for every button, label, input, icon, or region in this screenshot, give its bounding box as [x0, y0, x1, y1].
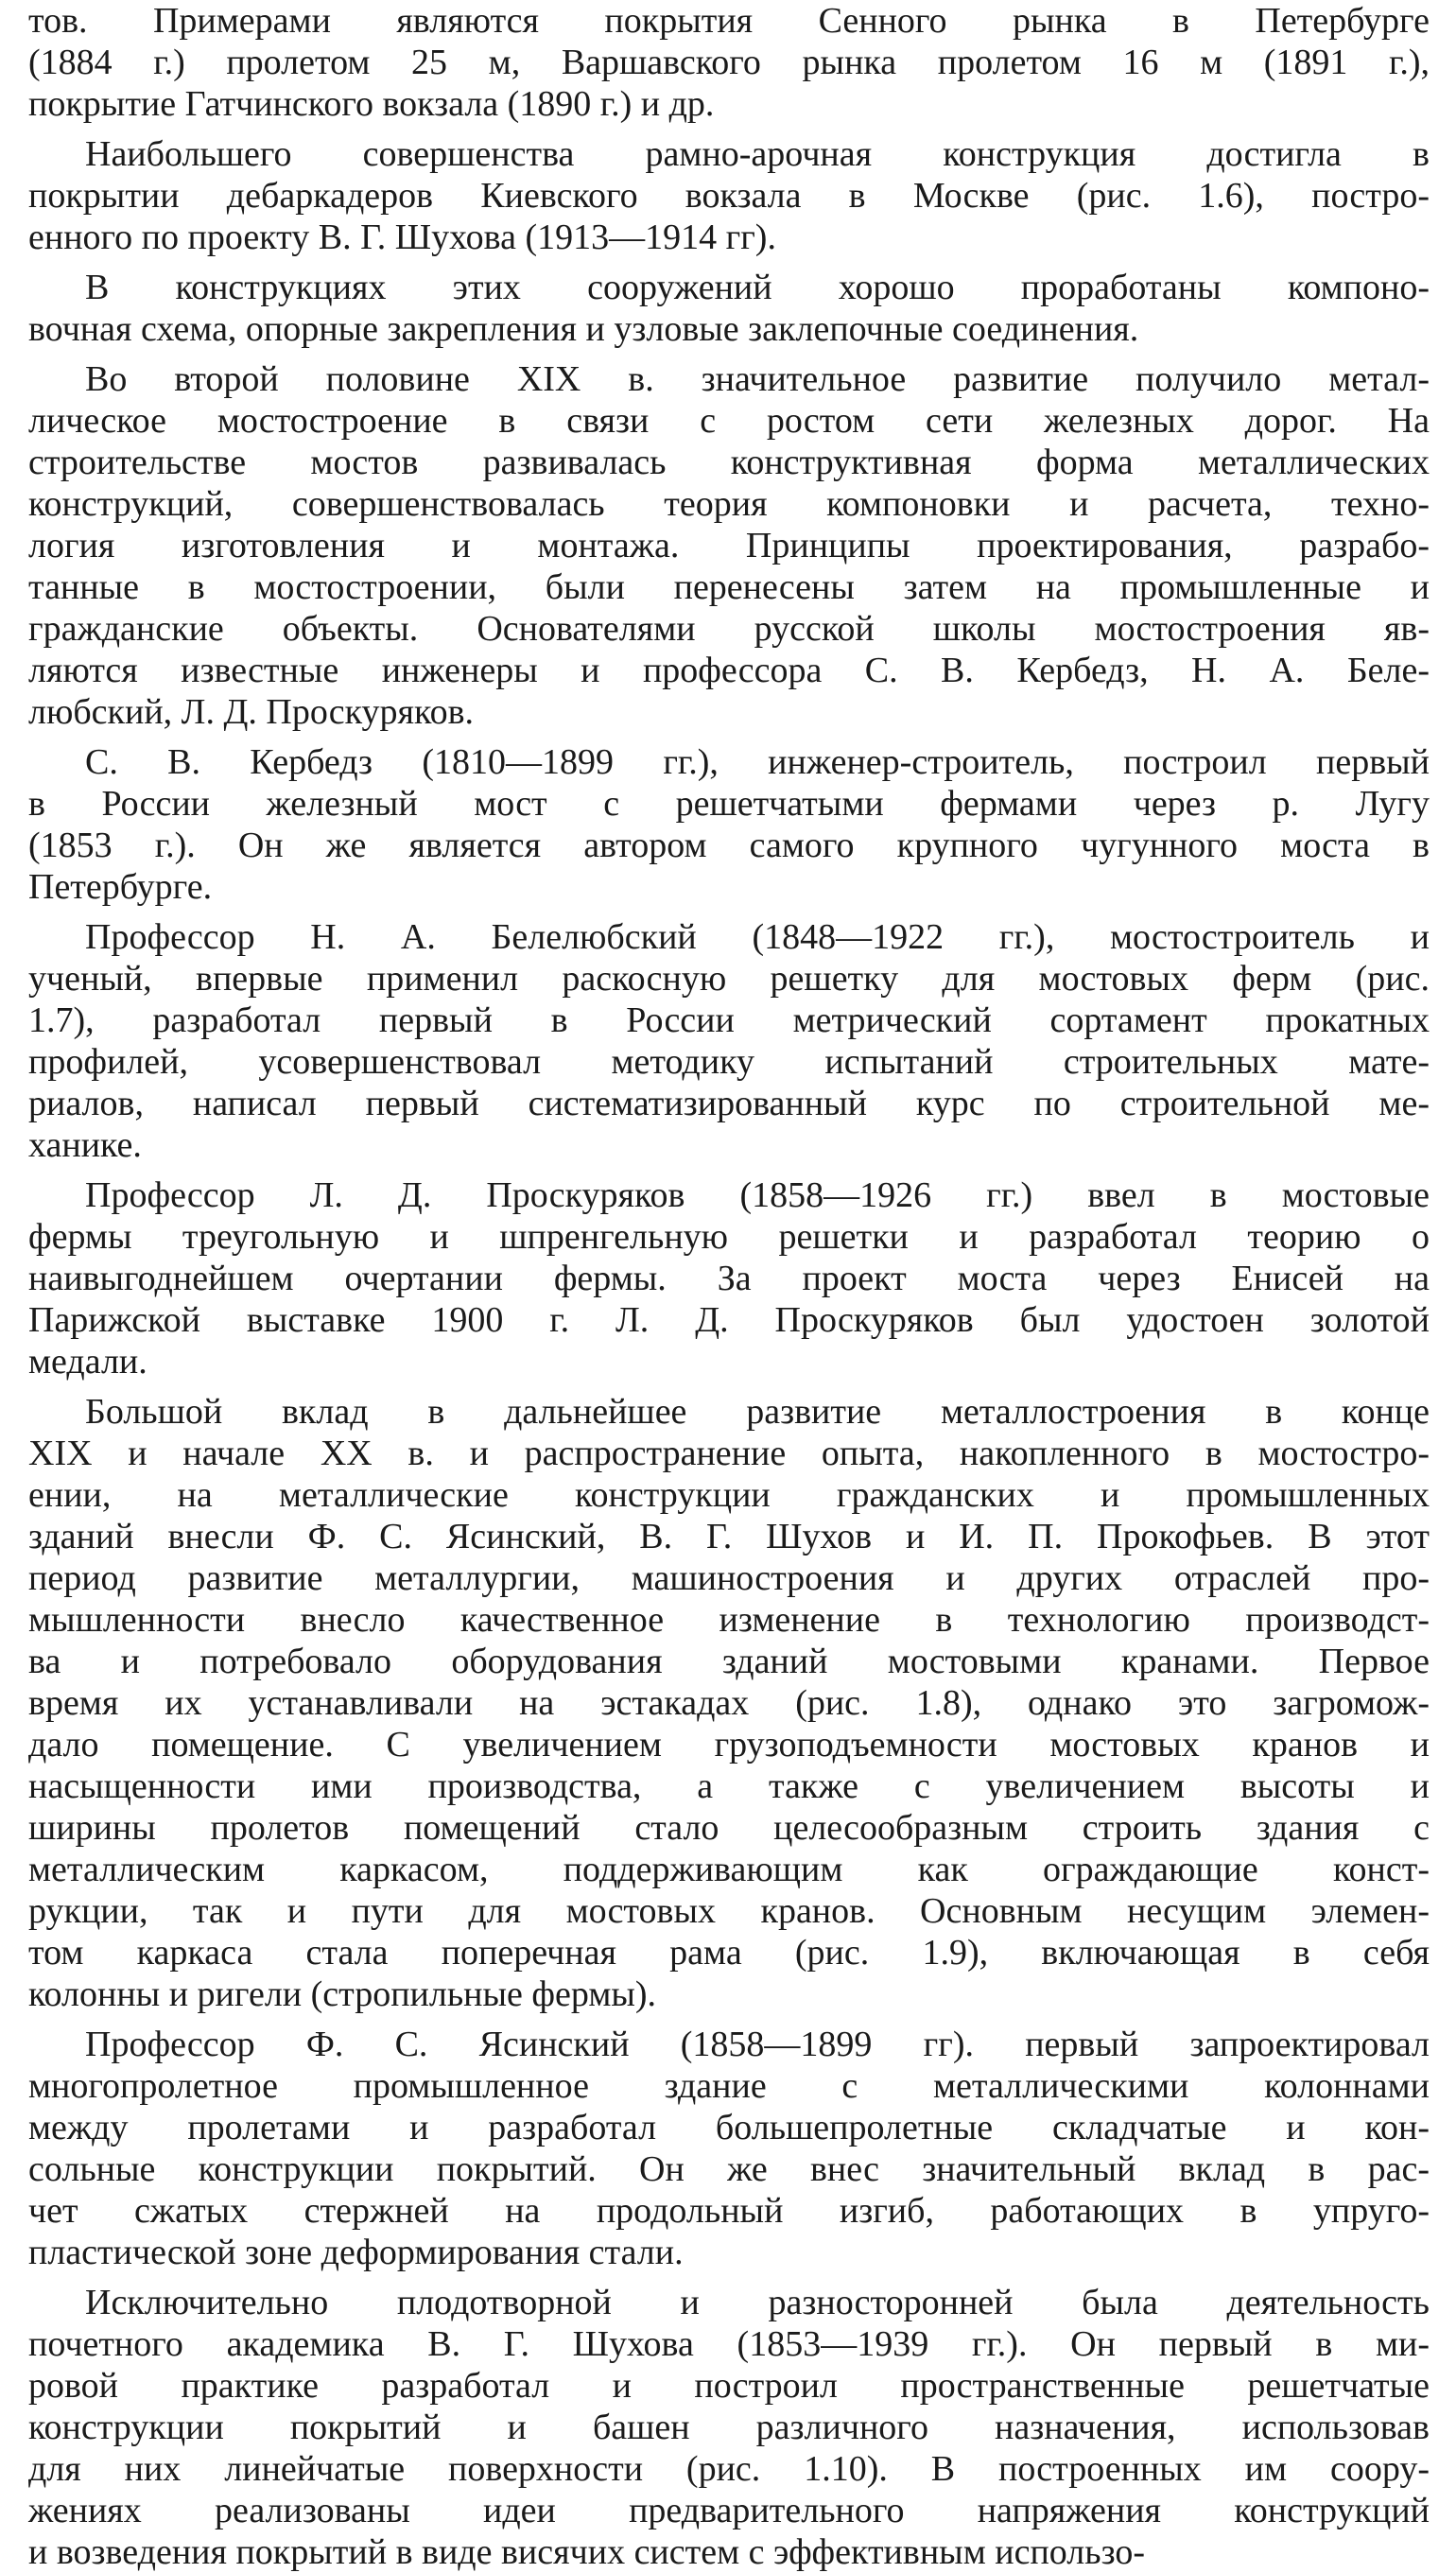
text-line: ва и потребовало оборудования зданий мостовыми кранами. Первое [28, 1642, 1430, 1681]
text-line: Профессор Н. А. Белелюбский (1848—1922 гг.), мостостроитель и [85, 917, 1430, 957]
paragraph [28, 0, 1430, 125]
text-line: зданий внесли Ф. С. Ясинский, В. Г. Шухов и И. П. Прокофьев. В этот [28, 1517, 1430, 1556]
text-line: Большой вклад в дальнейшее развитие металлостроения в конце [85, 1392, 1430, 1432]
text-line: Во второй половине XIX в. значительное развитие получило метал- [85, 359, 1430, 399]
paragraph [28, 741, 1430, 908]
paragraph [28, 133, 1430, 258]
text-line: мышленности внесло качественное изменение в технологию производст- [28, 1600, 1430, 1640]
text-line: рукции, так и пути для мостовых кранов. Основным несущим элемен- [28, 1891, 1430, 1931]
text-line: гражданские объекты. Основателями русской школы мостостроения яв- [28, 609, 1430, 649]
text-line: дало помещение. С увеличением грузоподъемности мостовых кранов и [28, 1725, 1430, 1765]
text-line: почетного академика В. Г. Шухова (1853—1939 гг.). Он первый в ми- [28, 2324, 1430, 2364]
text-line: фермы треугольную и шпренгельную решетки и разработал теорию о [28, 1217, 1430, 1257]
text-line: ении, на металлические конструкции гражданских и промышленных [28, 1475, 1430, 1515]
text-line: любский, Л. Д. Проскуряков. [28, 692, 475, 732]
text-line: Исключительно плодотворной и разносторонней была деятельность [85, 2283, 1430, 2322]
text-line: многопролетное промышленное здание с металлическими колоннами [28, 2066, 1430, 2106]
text-line: ширины пролетов помещений стало целесообразным строить здания с [28, 1808, 1430, 1848]
document-page [28, 0, 1430, 2572]
text-line: насыщенности ими производства, а также с увеличением высоты и [28, 1766, 1430, 1806]
paragraph [28, 916, 1430, 1166]
text-line: В конструкциях этих сооружений хорошо проработаны компоно- [85, 268, 1430, 307]
text-line: чет сжатых стержней на продольный изгиб, работающих в упруго- [28, 2191, 1430, 2231]
text-line: XIX и начале XX в. и распространение опыта, накопленного в мостостро- [28, 1434, 1430, 1473]
text-line: пластической зоне деформирования стали. [28, 2233, 684, 2272]
text-line: и возведения покрытий в виде висячих систем с эффективным использо- [28, 2532, 1146, 2572]
text-line: профилей, усовершенствовал методику испытаний строительных мате- [28, 1042, 1430, 1082]
text-line: для них линейчатые поверхности (рис. 1.10). В построенных им соору- [28, 2449, 1430, 2489]
text-line: лическое мостостроение в связи с ростом сети железных дорог. На [28, 401, 1430, 441]
text-line: жениях реализованы идеи предварительного напряжения конструкций [28, 2491, 1430, 2530]
text-line: колонны и ригели (стропильные фермы). [28, 1974, 657, 2014]
text-line: ляются известные инженеры и профессора С. В. Кербедз, Н. А. Беле- [28, 651, 1430, 690]
paragraph [28, 2282, 1430, 2573]
text-line: вочная схема, опорные закрепления и узловые заклепочные соединения. [28, 309, 1139, 349]
paragraph [28, 1174, 1430, 1382]
text-line: С. В. Кербедз (1810—1899 гг.), инженер-строитель, построил первый [85, 742, 1430, 782]
text-line: строительстве мостов развивалась конструктивная форма металлических [28, 443, 1430, 482]
text-line: риалов, написал первый систематизированный курс по строительной ме- [28, 1084, 1430, 1123]
text-line: Профессор Л. Д. Проскуряков (1858—1926 гг.) ввел в мостовые [85, 1175, 1430, 1215]
text-line: (1884 г.) пролетом 25 м, Варшавского рынка пролетом 16 м (1891 г.), [28, 43, 1430, 82]
text-line: сольные конструкции покрытий. Он же внес значительный вклад в рас- [28, 2149, 1430, 2189]
paragraph [28, 1391, 1430, 2015]
text-line: металлическим каркасом, поддерживающим как ограждающие конст- [28, 1850, 1430, 1889]
text-line: конструкции покрытий и башен различного назначения, использовав [28, 2408, 1430, 2447]
text-line: наивыгоднейшем очертании фермы. За проект моста через Енисей на [28, 1259, 1430, 1298]
text-line: тов. Примерами являются покрытия Сенного рынка в Петербурге [28, 1, 1430, 41]
text-line: покрытие Гатчинского вокзала (1890 г.) и др. [28, 84, 715, 124]
paragraph [28, 358, 1430, 733]
text-line: ханике. [28, 1125, 142, 1165]
text-line: Петербурге. [28, 867, 213, 907]
text-line: время их устанавливали на эстакадах (рис. 1.8), однако это загромож- [28, 1683, 1430, 1723]
text-line: ровой практике разработал и построил пространственные решетчатые [28, 2366, 1430, 2406]
paragraph [28, 267, 1430, 350]
text-line: конструкций, совершенствовалась теория компоновки и расчета, техно- [28, 484, 1430, 524]
text-line: енного по проекту В. Г. Шухова (1913—1914 гг). [28, 217, 776, 257]
text-line: (1853 г.). Он же является автором самого крупного чугунного моста в [28, 826, 1430, 865]
text-line: медали. [28, 1342, 147, 1382]
text-line: 1.7), разработал первый в России метрический сортамент прокатных [28, 1000, 1430, 1040]
text-line: Профессор Ф. С. Ясинский (1858—1899 гг). первый запроектировал [85, 2025, 1430, 2064]
text-line: логия изготовления и монтажа. Принципы проектирования, разрабо- [28, 526, 1430, 565]
text-line: ученый, впервые применил раскосную решетку для мостовых ферм (рис. [28, 959, 1430, 999]
text-line: в России железный мост с решетчатыми фермами через р. Лугу [28, 784, 1430, 824]
text-line: между пролетами и разработал большепролетные складчатые и кон- [28, 2108, 1430, 2147]
text-line: покрытии дебаркадеров Киевского вокзала в Москве (рис. 1.6), постро- [28, 176, 1430, 216]
text-line: том каркаса стала поперечная рама (рис. 1.9), включающая в себя [28, 1933, 1430, 1973]
text-line: Наибольшего совершенства рамно-арочная конструкция достигла в [85, 134, 1430, 174]
text-line: Парижской выставке 1900 г. Л. Д. Проскуряков был удостоен золотой [28, 1300, 1430, 1340]
text-line: танные в мостостроении, были перенесены затем на промышленные и [28, 567, 1430, 607]
paragraph [28, 2024, 1430, 2273]
text-line: период развитие металлургии, машиностроения и других отраслей про- [28, 1558, 1430, 1598]
